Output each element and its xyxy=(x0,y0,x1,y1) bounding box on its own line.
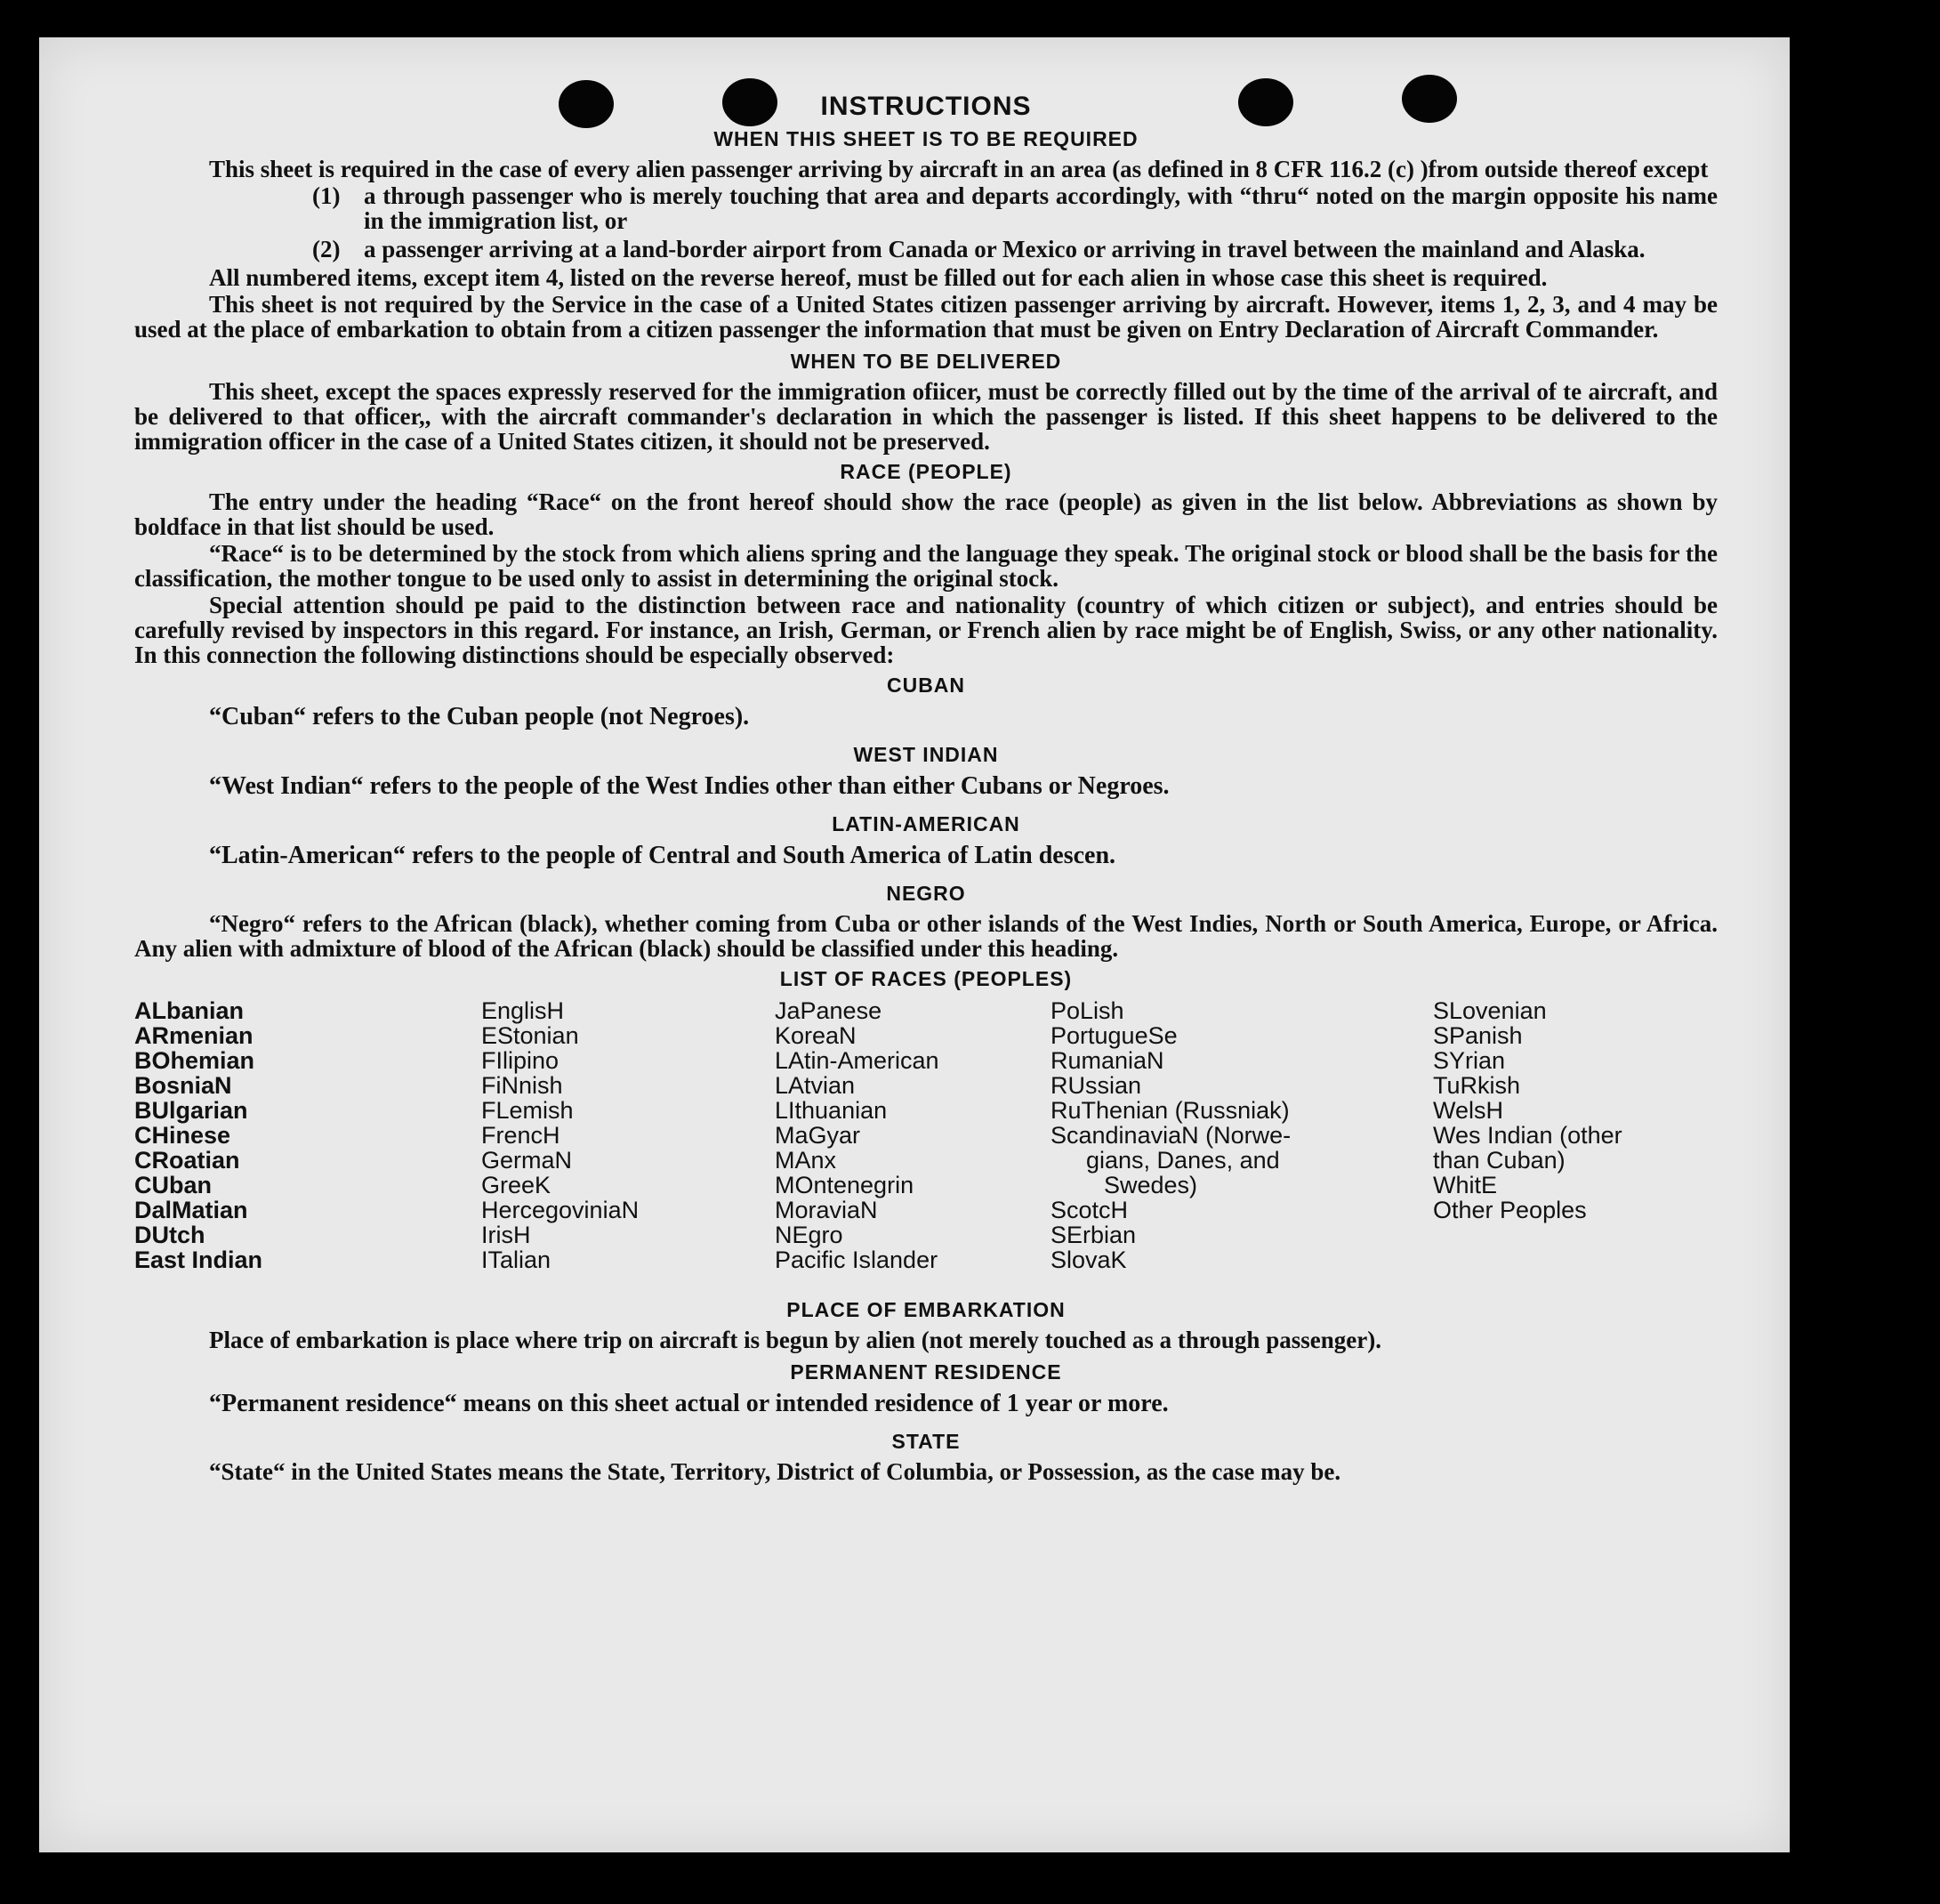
race-list-item: FLemish xyxy=(481,1097,574,1124)
race-list-item: RumaniaN xyxy=(1050,1047,1164,1074)
paragraph-citizen: This sheet is not required by the Service in the case of a United States citizen passenger arriving by aircraft. However, items 1, 2, 3, and 4 may be used at the place of embarkation to obtain from a citizen passenger the information that must be given on Entry Declaration of Aircraft Commander. xyxy=(134,291,1718,343)
race-list-item: FiNnish xyxy=(481,1072,563,1099)
race-list-item: Other Peoples xyxy=(1433,1197,1587,1223)
exception-item-1 xyxy=(312,183,1718,233)
race-list-item: PoLish xyxy=(1050,997,1124,1024)
race-list-item: BosniaN xyxy=(134,1072,232,1099)
paragraph-race-entry: The entry under the heading “Race“ on the front hereof should show the race (people) as given in the list below. Abbreviations as shown by boldface in that list should be used. xyxy=(134,488,1718,540)
race-list-item: DUtch xyxy=(134,1222,205,1248)
race-column-2 xyxy=(481,998,639,1272)
race-list-item: RUssian xyxy=(1050,1072,1142,1099)
paragraph-delivery: This sheet, except the spaces expressly reserved for the immigration ofiicer, must be correctly filled out by the time of the arrival of te aircraft, and be delivered to that officer,, with the aircraft commander's declaration in which the passenger is listed. If this sheet happens to be delivered to the immigration officer in the case of a United States citizen, it should not be preserved. xyxy=(134,378,1718,455)
race-list-item: HercegoviniaN xyxy=(481,1197,640,1223)
race-list-item: ITalian xyxy=(481,1246,551,1273)
race-list-item: ScandinaviaN (Norwe- xyxy=(1050,1122,1292,1149)
race-list-item: DalMatian xyxy=(134,1197,248,1223)
cuban-definition: “Cuban“ refers to the Cuban people (not Negroes). xyxy=(209,703,750,730)
section-heading-west-indian: WEST INDIAN xyxy=(853,743,999,766)
negro-definition: “Negro“ refers to the African (black), whether coming from Cuba or other islands of the West Indies, North or South America, Europe, or Africa. Any alien with admixture of blood of the African (black) should be classified under this heading. xyxy=(134,910,1718,962)
exception-item-2-text: a passenger arriving at a land-border airport from Canada or Mexico or arriving in travel between the mainland and Alaska. xyxy=(364,236,1646,262)
race-list-item: CUban xyxy=(134,1172,212,1198)
race-list-item: SPanish xyxy=(1433,1022,1523,1049)
race-list-item: WhitE xyxy=(1433,1172,1498,1198)
paragraph-numbered-items: All numbered items, except item 4, listed on the reverse hereof, must be filled out for each alien in whose case this sheet is required. xyxy=(209,264,1548,291)
section-heading-latin-american: LATIN-AMERICAN xyxy=(832,812,1020,835)
race-list-item: TuRkish xyxy=(1433,1072,1521,1099)
race-list-item: IrisH xyxy=(481,1222,531,1248)
race-list-item: NEgro xyxy=(775,1222,843,1248)
race-list-item: LAtvian xyxy=(775,1072,856,1099)
race-list-item: SYrian xyxy=(1433,1047,1506,1074)
exception-item-2-number: (2) xyxy=(312,236,341,262)
race-list-item: CRoatian xyxy=(134,1147,240,1174)
race-list-item: KoreaN xyxy=(775,1022,857,1049)
race-list-item: gians, Danes, and xyxy=(1086,1147,1280,1174)
race-list-item: GermaN xyxy=(481,1147,573,1174)
race-list-item: MAnx xyxy=(775,1147,837,1174)
race-column-1 xyxy=(134,998,262,1272)
race-list-item: MOntenegrin xyxy=(775,1172,914,1198)
race-list-item: WelsH xyxy=(1433,1097,1504,1124)
section-heading-negro: NEGRO xyxy=(886,882,966,905)
section-heading-list-of-races: LIST OF RACES (PEOPLES) xyxy=(779,967,1073,990)
section-heading-when-delivered: WHEN TO BE DELIVERED xyxy=(790,350,1062,373)
race-list-item: East Indian xyxy=(134,1246,263,1273)
section-heading-cuban: CUBAN xyxy=(886,674,966,697)
race-list-item: ARmenian xyxy=(134,1022,254,1049)
race-list-item: ScotcH xyxy=(1050,1197,1129,1223)
race-list-item: SlovaK xyxy=(1050,1246,1127,1273)
race-list-item: FrencH xyxy=(481,1122,560,1149)
race-list-item: LIthuanian xyxy=(775,1097,888,1124)
race-list-item: JaPanese xyxy=(775,997,882,1024)
race-list-item: EnglisH xyxy=(481,997,565,1024)
page-title: INSTRUCTIONS xyxy=(820,92,1032,121)
race-list-item: than Cuban) xyxy=(1433,1147,1566,1174)
race-list-item: PortugueSe xyxy=(1050,1022,1178,1049)
exception-item-1-text: a through passenger who is merely touching that area and departs accordingly, with “thru“ noted on the margin opposite his name in the immigration list, or xyxy=(364,182,1718,234)
race-list-item: MoraviaN xyxy=(775,1197,878,1223)
section-heading-race: RACE (PEOPLE) xyxy=(840,460,1012,483)
race-list-item: GreeK xyxy=(481,1172,551,1198)
instructions-body xyxy=(134,89,1718,1486)
race-column-3 xyxy=(775,998,939,1272)
exception-item-2 xyxy=(312,237,1718,262)
paragraph-race-stock: “Race“ is to be determined by the stock from which aliens spring and the language they speak. The original stock or blood shall be the basis for the classification, the mother tongue to be used only to assist in determining the original stock. xyxy=(134,540,1718,592)
race-list-item: LAtin-American xyxy=(775,1047,939,1074)
race-column-5 xyxy=(1433,998,1622,1222)
race-list-item: Pacific Islander xyxy=(775,1246,938,1273)
race-list-item: BOhemian xyxy=(134,1047,255,1074)
race-list-item: EStonian xyxy=(481,1022,579,1049)
race-list-item: CHinese xyxy=(134,1122,231,1149)
race-list-item: Swedes) xyxy=(1104,1172,1198,1198)
race-list-item: MaGyar xyxy=(775,1122,861,1149)
west-indian-definition: “West Indian“ refers to the people of the West Indies other than either Cubans or Negroes. xyxy=(209,772,1170,800)
race-column-4 xyxy=(1050,998,1291,1272)
section-heading-when-required: WHEN THIS SHEET IS TO BE REQUIRED xyxy=(713,127,1139,150)
race-list-item: ALbanian xyxy=(134,997,245,1024)
race-list-item: BUlgarian xyxy=(134,1097,248,1124)
race-list-item: SLovenian xyxy=(1433,997,1547,1024)
permanent-residence-definition: “Permanent residence“ means on this sheet actual or intended residence of 1 year or more. xyxy=(209,1390,1169,1417)
instruction-sheet xyxy=(39,37,1790,1852)
race-list xyxy=(134,998,1718,1292)
race-list-item: Wes Indian (other xyxy=(1433,1122,1622,1149)
embarkation-definition: Place of embarkation is place where trip on aircraft is begun by alien (not merely touched as a through passenger). xyxy=(209,1327,1381,1353)
section-heading-state: STATE xyxy=(891,1430,961,1453)
paragraph-race-distinction: Special attention should pe paid to the distinction between race and nationality (country of which citizen or subject), and entries should be carefully revised by inspectors in this regard. For instance, an Irish, German, or French alien by race might be of English, Swiss, or any other nationality. In this connection the following distinctions should be especially observed: xyxy=(134,592,1718,668)
section-heading-permanent-residence: PERMANENT RESIDENCE xyxy=(790,1360,1062,1384)
state-definition: “State“ in the United States means the State, Territory, District of Columbia, or Possession, as the case may be. xyxy=(209,1458,1341,1485)
exception-item-1-number: (1) xyxy=(312,182,341,209)
latin-american-definition: “Latin-American“ refers to the people of Central and South America of Latin descen. xyxy=(209,842,1116,869)
race-list-item: SErbian xyxy=(1050,1222,1137,1248)
race-list-item: FIlipino xyxy=(481,1047,559,1074)
section-heading-embarkation: PLACE OF EMBARKATION xyxy=(786,1298,1066,1321)
race-list-item: RuThenian (Russniak) xyxy=(1050,1097,1290,1124)
paragraph-required: This sheet is required in the case of every alien passenger arriving by aircraft in an area (as defined in 8 CFR 116.2 (c) )from outside thereof except xyxy=(209,156,1709,182)
